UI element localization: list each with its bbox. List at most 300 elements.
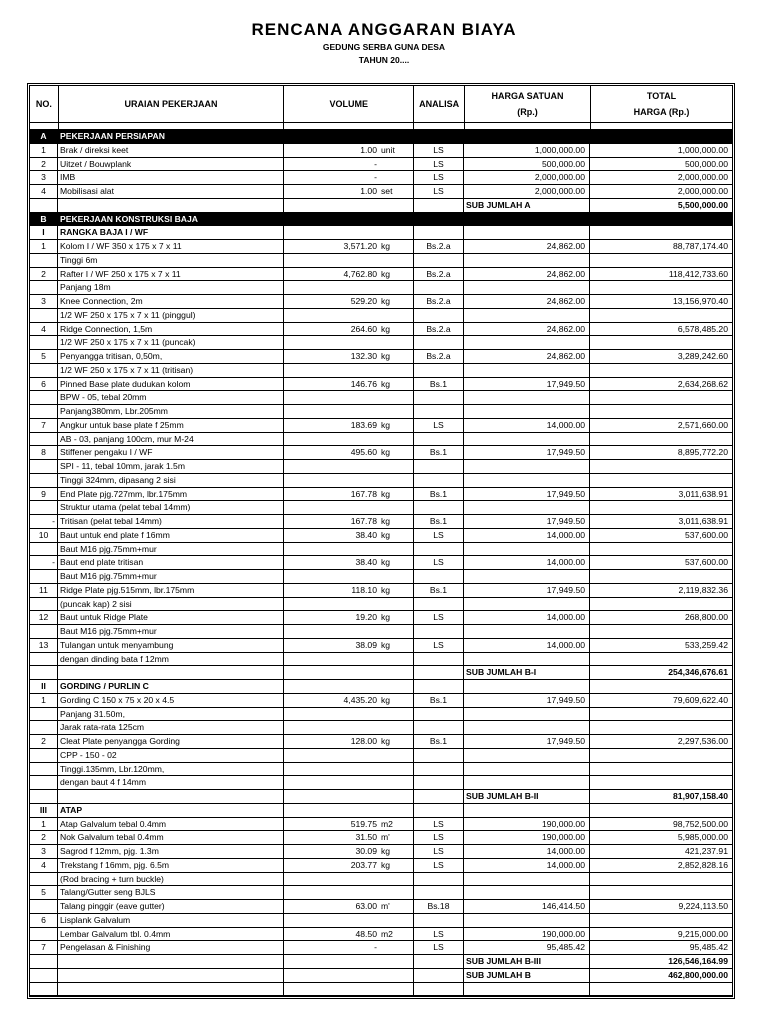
cell-harga-satuan: 17,949.50 [464, 584, 590, 597]
cell-volume [284, 350, 414, 363]
cell-uraian: (Rod bracing + turn buckle) [58, 873, 284, 886]
cell-harga-satuan: 24,862.00 [464, 323, 590, 336]
cell-volume [284, 570, 414, 583]
cell-uraian: Panjang380mm, Lbr.205mm [58, 405, 284, 418]
cell-uraian [58, 666, 284, 679]
cell-uraian: Tulangan untuk menyambung [58, 639, 284, 652]
volume-qty: 183.69 [350, 419, 377, 430]
table-row [30, 886, 732, 900]
volume-qty: 167.78 [350, 488, 377, 499]
cell-uraian: Uitzet / Bouwplank [58, 158, 284, 171]
cell-no: 6 [30, 378, 58, 391]
volume-unit: kg [381, 859, 391, 870]
cell-no: 1 [30, 818, 58, 831]
cell-no [30, 721, 58, 734]
table-row [30, 928, 732, 942]
cell-no: 1 [30, 240, 58, 253]
table-row [30, 336, 732, 350]
cell-volume [284, 735, 414, 748]
volume-unit: kg [381, 584, 391, 595]
volume-unit: kg [381, 736, 391, 746]
cell-harga-satuan [464, 914, 590, 927]
cell-uraian: Baut M16 pjg.75mm+mur [58, 625, 284, 638]
cell-uraian: Talang pinggir (eave gutter) [58, 900, 284, 913]
cell-analisa: LS [414, 928, 464, 941]
cell-volume [284, 501, 414, 514]
cell-harga-satuan: 14,000.00 [464, 529, 590, 542]
cell-harga-satuan: 24,862.00 [464, 350, 590, 363]
cell-no [30, 763, 58, 776]
cell-no: 2 [30, 735, 58, 748]
table-row [30, 653, 732, 667]
cell-no: 3 [30, 295, 58, 308]
cell-total [590, 873, 732, 886]
cell-analisa: LS [414, 639, 464, 652]
cell-volume [284, 708, 414, 721]
volume-qty: 203.77 [350, 859, 377, 870]
cell-analisa: Bs.1 [414, 584, 464, 597]
cell-total: 2,297,536.00 [677, 736, 728, 746]
cell-no [30, 364, 58, 377]
cell-total: 5,500,000.00 [677, 199, 728, 210]
cell-uraian: Mobilisasi alat [58, 185, 284, 198]
cell-harga-satuan: 95,485.42 [464, 941, 590, 954]
cell-total: 13,156,970.40 [673, 296, 728, 306]
cell-harga-satuan: 24,862.00 [464, 240, 590, 253]
volume-unit: kg [381, 351, 391, 361]
cell-total: 95,485.42 [689, 942, 728, 953]
cell-uraian [58, 955, 284, 968]
table-row [30, 639, 732, 653]
cell-volume [284, 295, 414, 308]
table-row [30, 941, 732, 955]
cell-total [590, 598, 732, 611]
cell-harga-satuan: SUB JUMLAH B [464, 969, 590, 982]
blank-row [30, 983, 732, 997]
cell-harga-satuan [464, 433, 590, 446]
cell-analisa: LS [414, 818, 464, 831]
cell-analisa [414, 226, 464, 239]
table-header [30, 86, 732, 123]
cell-no: 8 [30, 446, 58, 459]
volume-qty: 38.09 [355, 639, 377, 650]
cell-volume [284, 666, 414, 679]
cell-harga-satuan [464, 130, 590, 143]
table-row [30, 914, 732, 928]
cell-total [590, 804, 732, 817]
cell-volume [284, 226, 414, 239]
cell-uraian: Trekstang f 16mm, pjg. 6.5m [58, 859, 284, 872]
cell-total: 6,578,485.20 [677, 323, 728, 334]
cell-uraian: Nok Galvalum tebal 0.4mm [58, 831, 284, 844]
cell-volume [284, 790, 414, 803]
cell-harga-satuan [464, 309, 590, 322]
cell-total [590, 625, 732, 638]
cell-harga-satuan: 190,000.00 [464, 818, 590, 831]
cell-no [30, 199, 58, 212]
cell-harga-satuan [464, 570, 590, 583]
table-row [30, 419, 732, 433]
cell-analisa [414, 721, 464, 734]
subtotal-row [30, 666, 732, 680]
volume-qty: - [374, 158, 377, 169]
col-header-total-line1: TOTAL [646, 91, 677, 101]
cell-uraian [58, 790, 284, 803]
table-row [30, 391, 732, 405]
volume-unit: kg [381, 323, 391, 334]
cell-no [30, 460, 58, 473]
volume-qty: 146.76 [350, 378, 377, 389]
cell-volume [284, 941, 414, 954]
cell-uraian: Kolom I / WF 350 x 175 x 7 x 11 [58, 240, 284, 253]
group-row [30, 804, 732, 818]
volume-unit: kg [381, 529, 391, 540]
col-header-analisa: ANALISA [414, 86, 465, 122]
cell-volume [284, 584, 414, 597]
cell-total: 126,546,164.99 [668, 956, 728, 966]
cell-total: 9,224,113.50 [678, 901, 728, 911]
cell-total: 3,289,242.60 [677, 351, 728, 361]
cell-total [590, 914, 732, 927]
cell-volume [284, 281, 414, 294]
cell-volume [284, 818, 414, 831]
volume-qty: 264.60 [350, 323, 377, 334]
cell-total [590, 886, 732, 899]
volume-qty: 48.50 [355, 928, 377, 939]
cell-no [30, 543, 58, 556]
col-header-harga-satuan [465, 86, 591, 122]
cell-volume [284, 886, 414, 899]
volume-unit: m2 [381, 818, 393, 829]
cell-uraian: Baut untuk end plate f 16mm [58, 529, 284, 542]
cell-uraian: Tinggi.135mm, Lbr.120mm, [58, 763, 284, 776]
cell-harga-satuan [464, 680, 590, 693]
cell-no [30, 254, 58, 267]
cell-no [30, 749, 58, 762]
cell-total [590, 721, 732, 734]
cell-harga-satuan: 2,000,000.00 [464, 185, 590, 198]
cell-no [30, 653, 58, 666]
cell-volume [284, 433, 414, 446]
cell-uraian: Pengelasan & Finishing [58, 941, 284, 954]
volume-qty: 167.78 [350, 516, 377, 526]
table-row [30, 171, 732, 185]
cell-harga-satuan [464, 501, 590, 514]
cell-uraian: 1/2 WF 250 x 175 x 7 x 11 (puncak) [58, 336, 284, 349]
cell-analisa: Bs.1 [414, 735, 464, 748]
cell-volume [284, 845, 414, 858]
cell-uraian: Panjang 31.50m, [58, 708, 284, 721]
table-row [30, 708, 732, 722]
cell-uraian: Knee Connection, 2m [58, 295, 284, 308]
volume-qty: 529.20 [350, 296, 377, 306]
cell-total: 500,000.00 [684, 158, 728, 169]
cell-total [590, 213, 732, 226]
cell-no: 10 [30, 529, 58, 542]
cell-no: 9 [30, 488, 58, 501]
volume-qty: - [374, 942, 377, 953]
cell-no: II [30, 680, 58, 693]
cell-uraian: Stiffener pengaku I / WF [58, 446, 284, 459]
cell-volume [284, 474, 414, 487]
cell-no: 3 [30, 171, 58, 184]
cell-uraian: Lembar Galvalum tbl. 0.4mm [58, 928, 284, 941]
cell-no [30, 955, 58, 968]
table-row [30, 295, 732, 309]
cell-uraian: Penyangga tritisan, 0,50m, [58, 350, 284, 363]
volume-qty: 4,435.20 [343, 694, 377, 705]
col-header-volume: VOLUME [284, 86, 414, 122]
cell-no [30, 336, 58, 349]
cell-harga-satuan: 17,949.50 [464, 735, 590, 748]
cell-uraian: ATAP [58, 804, 284, 817]
table-row [30, 694, 732, 708]
cell-volume [284, 900, 414, 913]
cell-uraian: Panjang 18m [58, 281, 284, 294]
cell-uraian: End Plate pjg.727mm, lbr.175mm [58, 488, 284, 501]
cell-analisa [414, 460, 464, 473]
subtotal-row [30, 969, 732, 983]
cell-analisa: LS [414, 419, 464, 432]
cell-analisa [414, 543, 464, 556]
subtotal-row [30, 790, 732, 804]
cell-harga-satuan: 17,949.50 [464, 515, 590, 528]
table-row [30, 501, 732, 515]
cell-uraian: dengan dinding bata f 12mm [58, 653, 284, 666]
cell-total: 2,119,832.36 [678, 584, 728, 595]
document-year: TAHUN 20.... [358, 55, 410, 65]
cell-analisa [414, 281, 464, 294]
cell-uraian: SPI - 11, tebal 10mm, jarak 1.5m [58, 460, 284, 473]
cell-volume [284, 969, 414, 982]
volume-unit: kg [381, 639, 391, 650]
cell-analisa [414, 405, 464, 418]
cell-no: 1 [30, 694, 58, 707]
cell-analisa [414, 983, 464, 996]
table-row [30, 323, 732, 337]
cell-analisa [414, 474, 464, 487]
cell-uraian: Rafter I / WF 250 x 175 x 7 x 11 [58, 268, 284, 281]
section-row [30, 130, 732, 144]
cell-analisa: LS [414, 941, 464, 954]
cell-uraian: Sagrod f 12mm, pjg. 1.3m [58, 845, 284, 858]
cell-harga-satuan [464, 336, 590, 349]
cell-uraian: 1/2 WF 250 x 175 x 7 x 11 (pinggul) [58, 309, 284, 322]
cell-uraian: Baut M16 pjg.75mm+mur [58, 543, 284, 556]
cell-no: III [30, 804, 58, 817]
col-header-total-line2: HARGA (Rp.) [633, 107, 690, 117]
volume-qty: 31.50 [355, 832, 377, 843]
cell-analisa [414, 254, 464, 267]
cell-total: 2,571,660.00 [677, 419, 728, 430]
cell-analisa: LS [414, 144, 464, 157]
cell-uraian [58, 969, 284, 982]
table-row [30, 281, 732, 295]
cell-total [590, 309, 732, 322]
cell-uraian: Talang/Gutter seng BJLS [58, 886, 284, 899]
cell-total [590, 749, 732, 762]
cell-no [30, 433, 58, 446]
cell-analisa: Bs.1 [414, 488, 464, 501]
table-row [30, 845, 732, 859]
cell-harga-satuan: 190,000.00 [464, 831, 590, 844]
cell-uraian: Tinggi 6m [58, 254, 284, 267]
cell-analisa: Bs.1 [414, 515, 464, 528]
cell-total [590, 405, 732, 418]
cell-analisa [414, 804, 464, 817]
cell-total: 88,787,174.40 [673, 241, 728, 251]
cell-volume [284, 460, 414, 473]
cell-total: 8,895,772.20 [677, 447, 728, 458]
cell-uraian: Jarak rata-rata 125cm [58, 721, 284, 734]
cell-harga-satuan [464, 226, 590, 239]
cell-harga-satuan: SUB JUMLAH B-III [464, 955, 590, 968]
cell-analisa: Bs.18 [414, 900, 464, 913]
cell-harga-satuan: 24,862.00 [464, 268, 590, 281]
cell-no: 3 [30, 845, 58, 858]
cell-total: 5,985,000.00 [677, 832, 728, 843]
cell-total [590, 543, 732, 556]
cell-analisa: LS [414, 831, 464, 844]
volume-unit [377, 171, 409, 184]
cell-no [30, 928, 58, 941]
cell-total [590, 776, 732, 789]
cell-total [590, 680, 732, 693]
section-row [30, 213, 732, 227]
cell-total [590, 983, 732, 996]
cell-total: 98,752,500.00 [673, 818, 728, 829]
cell-volume [284, 680, 414, 693]
cell-harga-satuan [464, 749, 590, 762]
cell-analisa [414, 886, 464, 899]
volume-qty: 118.10 [351, 584, 377, 595]
cell-analisa [414, 309, 464, 322]
cell-analisa [414, 598, 464, 611]
cell-volume [284, 831, 414, 844]
cell-total: 9,215,000.00 [677, 928, 728, 939]
cell-harga-satuan [464, 474, 590, 487]
cell-harga-satuan [464, 653, 590, 666]
cell-volume [284, 749, 414, 762]
cell-volume [284, 268, 414, 281]
cell-analisa [414, 790, 464, 803]
cell-uraian: PEKERJAAN PERSIAPAN [58, 130, 284, 143]
cell-total [590, 763, 732, 776]
cell-volume [284, 983, 414, 996]
cell-analisa: LS [414, 845, 464, 858]
volume-unit: unit [381, 144, 395, 155]
volume-qty: 4,762.80 [343, 268, 377, 279]
cell-uraian: Atap Galvalum tebal 0.4mm [58, 818, 284, 831]
cell-harga-satuan: SUB JUMLAH A [464, 199, 590, 212]
cell-harga-satuan: 17,949.50 [464, 378, 590, 391]
cell-volume [284, 391, 414, 404]
cell-analisa: Bs.1 [414, 378, 464, 391]
cell-volume [284, 185, 414, 198]
cell-uraian: RANGKA BAJA I / WF [58, 226, 284, 239]
cell-uraian: IMB [58, 171, 284, 184]
volume-unit: m' [381, 832, 390, 843]
cell-volume [284, 378, 414, 391]
cell-total [590, 130, 732, 143]
volume-unit: kg [381, 447, 391, 458]
volume-unit: kg [381, 694, 391, 705]
table-row [30, 900, 732, 914]
table-row [30, 433, 732, 447]
document-title: RENCANA ANGGARAN BIAYA [251, 20, 517, 39]
table-row [30, 240, 732, 254]
volume-qty: 30.09 [355, 846, 377, 856]
cell-analisa: Bs.2.a [414, 268, 464, 281]
cell-volume [284, 158, 414, 171]
cell-no [30, 776, 58, 789]
cell-uraian: Baut untuk Ridge Plate [58, 611, 284, 624]
cell-harga-satuan: 14,000.00 [464, 859, 590, 872]
cell-no: 5 [30, 350, 58, 363]
cell-harga-satuan [464, 213, 590, 226]
table-row [30, 763, 732, 777]
cell-analisa [414, 653, 464, 666]
cell-harga-satuan: 14,000.00 [464, 845, 590, 858]
table-row [30, 570, 732, 584]
cell-volume [284, 529, 414, 542]
cell-no [30, 983, 58, 996]
cell-total [590, 226, 732, 239]
cell-no [30, 391, 58, 404]
cell-volume [284, 254, 414, 267]
table-row [30, 350, 732, 364]
cell-harga-satuan [464, 405, 590, 418]
cell-analisa [414, 666, 464, 679]
table-row [30, 488, 732, 502]
table-row [30, 735, 732, 749]
cell-total [590, 364, 732, 377]
cell-uraian: CPP - 150 - 02 [58, 749, 284, 762]
cell-no [30, 501, 58, 514]
cell-harga-satuan: 146,414.50 [464, 900, 590, 913]
cell-volume [284, 763, 414, 776]
table-row [30, 749, 732, 763]
cell-no [30, 708, 58, 721]
cell-analisa [414, 501, 464, 514]
cell-uraian: Baut end plate tritisan [58, 556, 284, 569]
cell-total: 2,000,000.00 [677, 186, 728, 196]
cell-analisa [414, 391, 464, 404]
budget-table [29, 85, 733, 997]
volume-qty: 63.00 [355, 901, 377, 911]
cell-total: 462,800,000.00 [668, 969, 728, 980]
cell-total: 421,237.91 [684, 846, 728, 856]
cell-harga-satuan [464, 873, 590, 886]
table-row [30, 556, 732, 570]
cell-total [590, 336, 732, 349]
volume-qty: 3,571.20 [343, 241, 377, 251]
table-row [30, 158, 732, 172]
table-row [30, 625, 732, 639]
cell-total [590, 474, 732, 487]
cell-harga-satuan [464, 391, 590, 404]
cell-harga-satuan [464, 983, 590, 996]
cell-analisa: LS [414, 171, 464, 184]
volume-unit: kg [381, 846, 391, 856]
cell-total: 533,259.42 [684, 639, 728, 650]
table-row [30, 873, 732, 887]
cell-total: 537,600.00 [684, 557, 728, 568]
table-row [30, 818, 732, 832]
cell-total: 1,000,000.00 [677, 144, 728, 155]
cell-analisa: Bs.2.a [414, 323, 464, 336]
cell-total: 2,852,828.16 [677, 859, 728, 870]
